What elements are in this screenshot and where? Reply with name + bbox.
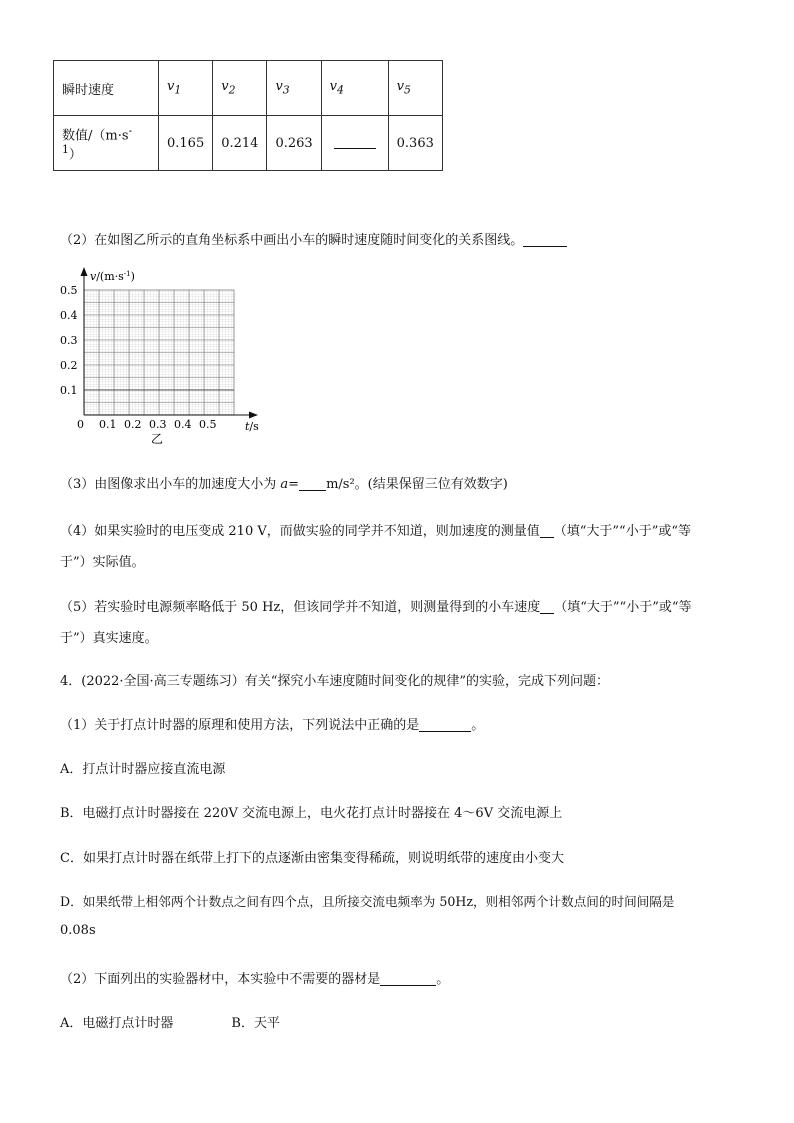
answer-blank[interactable] xyxy=(540,599,554,614)
question-5-line-1 xyxy=(60,596,692,615)
x-axis-label: t/s xyxy=(245,420,259,433)
option-a[interactable]: A．打点计时器应接直流电源 xyxy=(60,762,226,777)
table-row xyxy=(54,116,443,171)
question-4-line-2: 于”）实际值。 xyxy=(60,555,145,570)
option-b[interactable]: B．电磁打点计时器接在 220V 交流电源上，电火花打点计时器接在 4～6V 交流电源上 xyxy=(60,806,563,821)
answer-blank[interactable] xyxy=(523,232,567,247)
question-4-line-1 xyxy=(60,520,691,539)
option-c[interactable]: C．如果打点计时器在纸带上打下的点逐渐由密集变得稀疏，则说明纸带的速度由小变大 xyxy=(60,851,564,866)
problem-4-question-1-text: （1）关于打点计时器的原理和使用方法，下列说法中正确的是 xyxy=(60,718,420,733)
equals-sign: = xyxy=(288,477,300,492)
question-2-text: （2）在如图乙所示的直角坐标系中画出小车的瞬时速度随时间变化的关系图线。 xyxy=(60,233,524,248)
question-3 xyxy=(60,473,508,492)
table-cell: 0.165 xyxy=(159,116,213,171)
y-tick-labels xyxy=(60,284,78,397)
table-row-label: 数值$/(m\cdot s^{-1})$ xyxy=(54,116,159,171)
table-header-row xyxy=(54,61,443,116)
x-tick-label: 0.1 xyxy=(99,418,117,431)
punctuation: 。 xyxy=(436,972,450,987)
graph-caption: 乙 xyxy=(151,432,164,446)
y-tick-label: 0.4 xyxy=(60,309,78,322)
table-header-cell: $v_1$ xyxy=(159,61,213,116)
answer-blank[interactable] xyxy=(299,476,326,491)
velocity-time-graph xyxy=(55,262,275,447)
answer-blank[interactable] xyxy=(419,717,471,732)
x-tick-label: 0.4 xyxy=(174,418,192,431)
table-cell: 0.363 xyxy=(388,116,442,171)
y-axis-arrow-icon xyxy=(81,267,88,276)
question-5-line-2: 于”）真实速度。 xyxy=(60,631,158,646)
question-5-hint: （填“大于”“小于”或“等 xyxy=(554,600,692,615)
x-tick-label: 0.3 xyxy=(149,418,167,431)
table-header-cell: $v_5$ xyxy=(388,61,442,116)
question-4-text: （4）如果实验时的电压变成 210 V，而做实验的同学并不知道，则加速度的测量值 xyxy=(60,524,540,539)
x-axis-arrow-icon xyxy=(249,412,258,419)
question-2 xyxy=(60,229,567,248)
option-d-line-2: 0.08s xyxy=(60,923,96,938)
table-header-cell: $v_2$ xyxy=(213,61,267,116)
question-4-hint: （填“大于”“小于”或“等 xyxy=(553,524,691,539)
table-header-cell: $v_4$ xyxy=(321,61,388,116)
table-cell-blank[interactable] xyxy=(321,116,388,171)
variable-a: a xyxy=(280,477,289,492)
y-axis-label: $v/(m\cdot s^{-1})$ xyxy=(90,270,135,283)
equipment-options xyxy=(60,1012,280,1031)
problem-4-question-1 xyxy=(60,714,484,733)
punctuation: 。 xyxy=(471,718,485,733)
problem-4-question-2 xyxy=(60,968,449,987)
y-tick-label: 0.2 xyxy=(60,359,78,372)
answer-blank[interactable] xyxy=(540,523,554,538)
equipment-option-a[interactable]: A．电磁打点计时器 xyxy=(60,1016,174,1031)
origin-label: 0 xyxy=(77,418,84,431)
table-header-cell: 瞬时速度 xyxy=(54,61,159,116)
equipment-option-b[interactable]: B．天平 xyxy=(231,1016,280,1031)
unit-text: m/s²。 xyxy=(326,477,368,492)
problem-4-stem: 4．(2022·全国·高三专题练习）有关“探究小车速度随时间变化的规律”的实验，完成下列问题： xyxy=(60,674,609,689)
x-tick-label: 0.5 xyxy=(199,418,217,431)
question-5-text: （5）若实验时电源频率略低于 50 Hz，但该同学并不知道，则测量得到的小车速度 xyxy=(60,600,541,615)
problem-4-question-2-text: （2）下面列出的实验器材中，本实验中不需要的器材是 xyxy=(60,972,381,987)
question-3-note: (结果保留三位有效数字) xyxy=(367,477,508,492)
y-tick-label: 0.1 xyxy=(60,384,78,397)
table-header-cell: $v_3$ xyxy=(267,61,321,116)
x-tick-labels xyxy=(99,418,217,431)
option-d-line-1[interactable]: D．如果纸带上相邻两个计数点之间有四个点，且所接交流电频率为 50Hz，则相邻两个计数点间的时间间隔是 xyxy=(60,894,675,909)
table-cell: 0.263 xyxy=(267,116,321,171)
velocity-table xyxy=(53,60,443,171)
x-tick-label: 0.2 xyxy=(124,418,142,431)
answer-blank[interactable] xyxy=(380,971,436,986)
question-3-text: （3）由图像求出小车的加速度大小为 xyxy=(60,477,281,492)
y-tick-label: 0.3 xyxy=(60,334,78,347)
y-tick-label: 0.5 xyxy=(60,284,78,297)
answer-blank[interactable] xyxy=(334,134,376,149)
table-cell: 0.214 xyxy=(213,116,267,171)
